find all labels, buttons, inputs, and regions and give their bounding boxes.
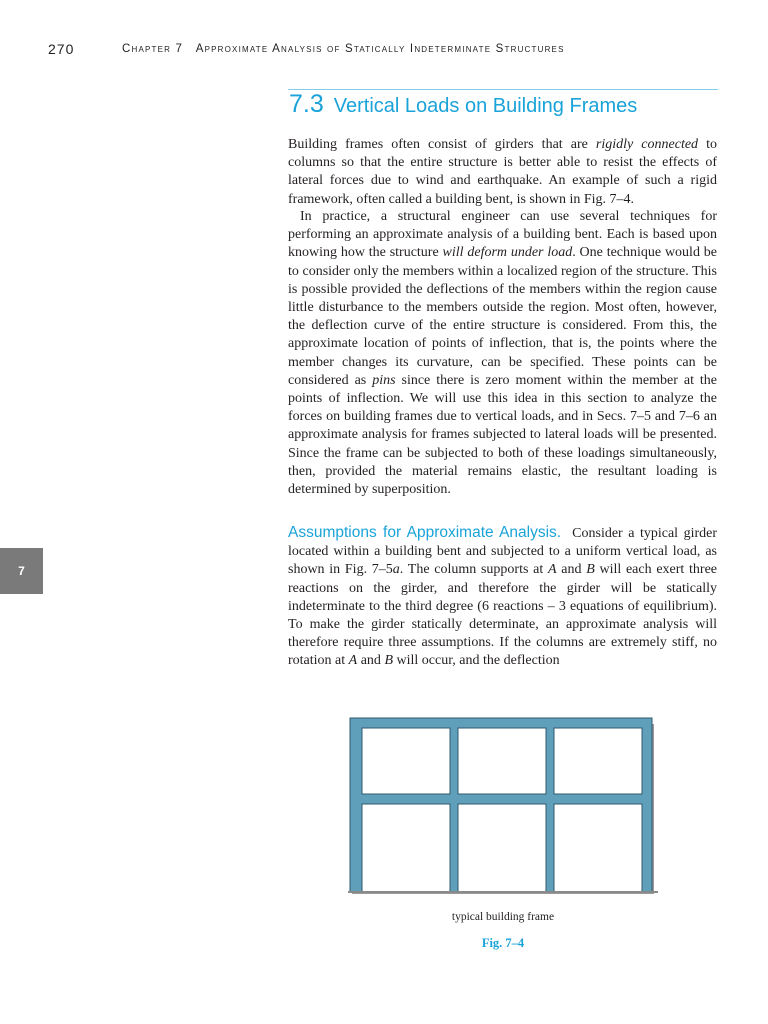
subsection-heading: Assumptions for Approximate Analysis. (288, 524, 562, 541)
paragraph-assumptions (288, 524, 721, 671)
emphasis: B (384, 653, 393, 669)
emphasis: rigidly connected (595, 137, 699, 152)
emphasis: A (547, 562, 557, 578)
text-run: Consider a typical girder located within a building bent and subjected to a uniform vertical load, as shown in Fig. 7–5 (288, 526, 721, 578)
text-run: and (556, 562, 587, 578)
text-run: Building frames often consist of girders that are (288, 137, 596, 152)
text-run: will occur, and the deflection (393, 653, 560, 669)
emphasis: B (586, 562, 595, 578)
frame-opening (362, 728, 450, 794)
section-title: Vertical Loads on Building Frames (333, 95, 638, 117)
chapter-tab: 7 (0, 548, 43, 594)
figure-label: Fig. 7–4 (481, 936, 525, 950)
running-head: Chapter 7 Approximate Analysis of Statically Indeterminate Structures (122, 43, 565, 55)
emphasis: a (392, 562, 400, 578)
text-run: to columns so that the entire structure is better able to resist the effects of lateral forces due to wind and earthquake. An example of such a rigid framework, often called a building bent, is shown in Fig. 7–4. (288, 137, 718, 207)
emphasis: will deform under load (442, 245, 573, 261)
text-run: . One technique would be to consider only the members within a localized region of the structure. This is possible provided the deflections of the members within the region cause little disturbance to the members outside the region. Most often, however, the deflection curve of the entire structure is considered. From this, the approximate location of points of inflection, that is, the points where the member changes its curvature, can be specified. These points can be considered as (288, 245, 717, 388)
frame-opening (554, 804, 642, 892)
figure-caption: typical building frame (451, 911, 555, 923)
paragraph-intro (288, 136, 717, 209)
frame-opening (458, 804, 546, 892)
frame-opening (458, 728, 546, 794)
text-run: and (357, 653, 385, 669)
text-run: will each exert three reactions on the girder, and therefore the girder will be statically indeterminate to the third degree (6 reactions – 3 equations of equilibrium). To make the girder statically determinate, an approximate analysis will therefore require three assumptions. If the columns are extremely stiff, no rotation at (288, 562, 718, 669)
emphasis: pins (372, 372, 396, 388)
frame-opening (554, 728, 642, 794)
frame-opening (362, 804, 450, 892)
text-run: In practice, a structural engineer can use several techniques for performing an approximate analysis of a building bent. Each is based upon knowing how the structure (288, 209, 717, 261)
text-run: since there is zero moment within the member at the points of inflection. We will use this idea in this section to analyze the forces on building frames due to vertical loads, and in Secs. 7–5 and 7–6 an approximate analysis for frames subjected to lateral loads will be presented. Since the frame can be subjected to both of these loadings simultaneously, then, provided the material remains elastic, the resultant loading is determined by superposition. (288, 372, 718, 498)
section-number: 7.3 (289, 90, 324, 118)
section-heading (289, 90, 637, 119)
page-number: 270 (48, 41, 75, 57)
text-run: . The column supports at (399, 562, 548, 578)
building-frame-figure (340, 710, 660, 900)
paragraph-techniques (288, 208, 717, 499)
emphasis: A (348, 653, 358, 669)
